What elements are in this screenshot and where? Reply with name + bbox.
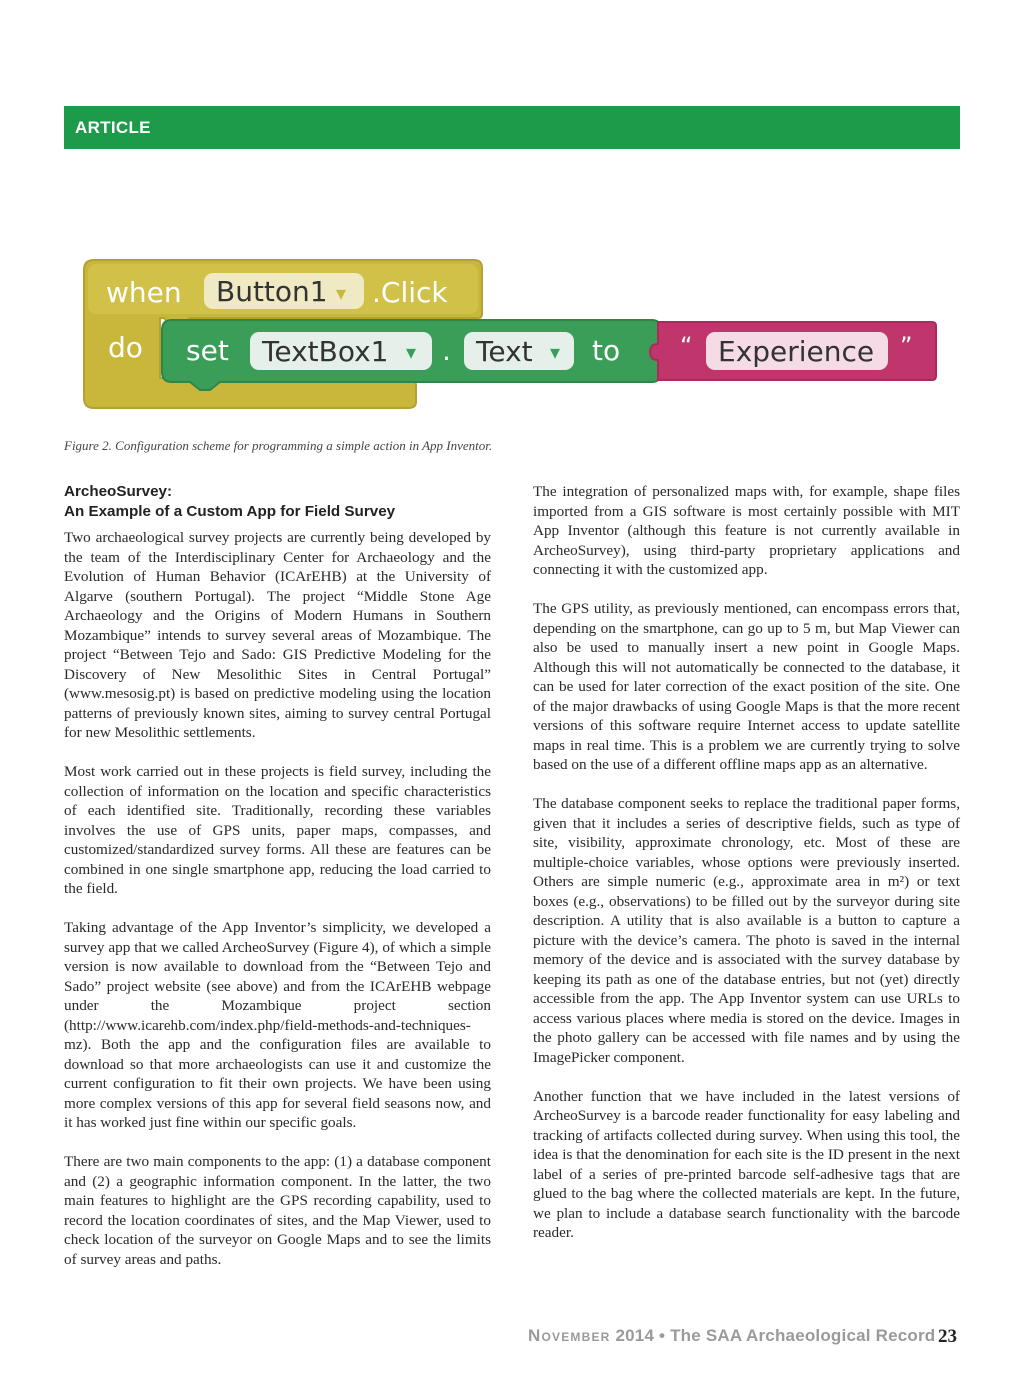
footer-publication: 2014 • The SAA Archaeological Record [610, 1326, 936, 1345]
paragraph: Two archaeological survey projects are currently being developed by the team of the Interdisciplinary Center for Archaeology and the Evolution of Human Behavior (ICArEHB) at the University of Algarve (southern Portugal). The project “Middle Stone Age Archaeology and the Origins of Modern Humans in Southern Mozambique” intends to survey several areas of Mozambique. The project “Between Tejo and Sado: GIS Predictive Modeling for the Discovery of New Mesolithic Sites in Central Portugal” (www.mesosig.pt) is based on predictive modeling using the location patterns of previously known sites, aiming to survey central Portugal for new Mesolithic settlements. [64, 529, 491, 741]
footer-month: November [528, 1326, 611, 1345]
to-keyword: to [592, 334, 621, 367]
chevron-down-icon: ▾ [406, 340, 417, 364]
chevron-down-icon: ▾ [550, 340, 561, 364]
dot-separator: . [442, 334, 451, 367]
heading-line-1: ArcheoSurvey: [64, 483, 173, 500]
close-quote: ” [900, 332, 913, 360]
paragraph: The database component seeks to replace the traditional paper forms, given that it includes a series of descriptive fields, such as type of site, visibility, approximate chronology, etc. Most of these are multiple-choice variables, whose options were previously inserted. Others are simple numeric (e.g., approximate area in m²) or text boxes (e.g., observations) to be filled out by the surveyor during site description. A utility that is also available is a button to capture a picture with the device’s camera. The photo is saved in the internal memory of the device and is associated with the survey database by keeping its path as one of the database entries, but not (yet) directly accessible from the app. The App Inventor system can use URLs to access various places where media is stored on the device. Images in the photo gallery can be accessed with file names and by using the ImagePicker component. [533, 795, 960, 1066]
paragraph: Another function that we have included in the latest versions of ArcheoSurvey is a barcode reader functionality for easy labeling and tracking of artifacts collected during survey. When using this tool, the idea is that the denomination for each site is the ID present in the next label of a series of pre-printed barcode self-adhesive tags that are glued to the bag where the collected materials are kept. In the future, we plan to include a database search functionality with the barcode reader. [533, 1087, 960, 1241]
paragraph: Most work carried out in these projects is field survey, including the collection of information on the location and specific characteristics of each identified site. Traditionally, recording these variables involves the use of GPS units, paper maps, compasses, and customized/standardized survey forms. All these are features can be combined in one single smartphone app, reducing the load carried to the field. [64, 763, 491, 897]
set-keyword: set [186, 334, 229, 367]
text-property-label: Text [476, 335, 533, 368]
open-quote: “ [680, 332, 693, 360]
chevron-down-icon: ▾ [336, 281, 347, 305]
left-column [64, 482, 491, 1289]
page-footer [528, 1326, 935, 1346]
right-column [533, 482, 960, 1262]
paragraph: The integration of personalized maps with, for example, shape files imported from a GIS software is most certainly possible with MIT App Inventor (although this feature is not currently available in ArcheoSurvey), using third-party proprietary applications and connecting it with the customized app. [533, 483, 960, 578]
click-event: .Click [372, 276, 448, 309]
when-keyword: when [106, 276, 182, 309]
do-keyword: do [108, 331, 143, 364]
string-value: Experience [718, 335, 875, 368]
figure-caption: Figure 2. Configuration scheme for programming a simple action in App Inventor. [64, 438, 493, 453]
paragraph: There are two main components to the app: (1) a database component and (2) a geographic information component. In the latter, the two main features to highlight are the GPS recording capability, used to record the location coordinates of sites, and the Map Viewer, used to check location of the surveyor on Google Maps and to see the limits of survey areas and paths. [64, 1153, 491, 1268]
section-banner [64, 106, 960, 149]
heading-line-2: An Example of a Custom App for Field Survey [64, 503, 396, 520]
section-label: ARTICLE [75, 117, 151, 137]
article-heading [64, 482, 491, 522]
textbox1-label: TextBox1 [262, 335, 389, 368]
paragraph: Taking advantage of the App Inventor’s simplicity, we developed a survey app that we called ArcheoSurvey (Figure 4), of which a simple version is now available to download from the “Between Tejo and Sado” project website (see above) and from the ICArEHB webpage under the Mozambique project section (http://www.icarehb.com/index.php/field-methods-and-techniques-mz). Both the app and the configuration files are available to download so that more archaeologists can use it and customize the current configuration to fit their own projects. We have been using more complex versions of this app for several field seasons now, and it has worked just fine within our specific goals. [64, 919, 491, 1131]
app-inventor-figure [80, 256, 940, 412]
paragraph: The GPS utility, as previously mentioned, can encompass errors that, depending on the smartphone, can go up to 5 m, but Map Viewer can also be used to manually insert a new point in Google Maps. Although this will not automatically be connected to the database, it can be used for later correction of the exact position of the site. One of the major drawbacks of using Google Maps is that the more recent versions of this software require Internet access to update satellite maps in real time. This is a problem we are currently trying to solve based on the use of a different offline maps app as an alternative. [533, 600, 960, 773]
page-number: 23 [938, 1326, 957, 1347]
button1-label: Button1 [216, 275, 328, 308]
